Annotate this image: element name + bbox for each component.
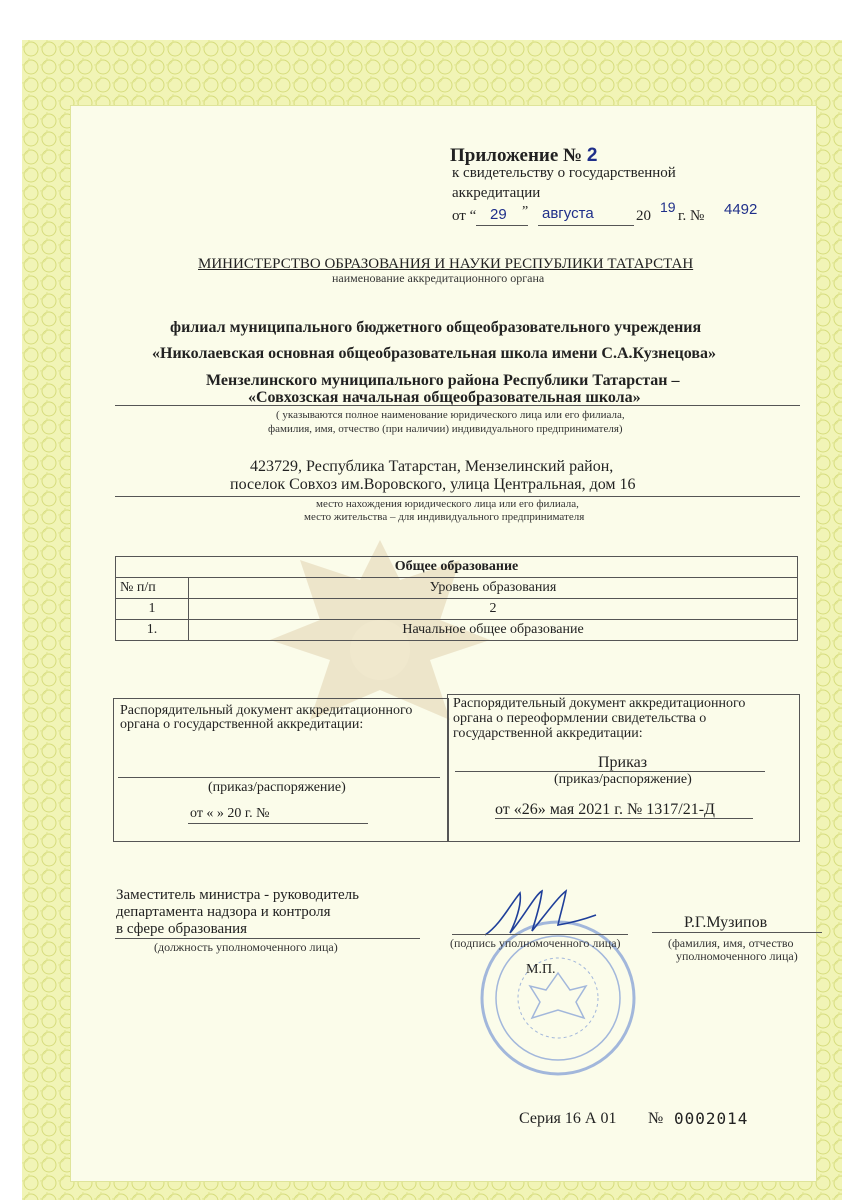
organization-line-1: филиал муниципального бюджетного общеобразовательного учреждения — [170, 319, 702, 336]
header-year-mark: г. № — [678, 208, 705, 224]
right-doc-title-1: Распорядительный документ аккредитационного — [453, 696, 746, 711]
header-line-1: к свидетельству о государственной — [452, 165, 676, 181]
header-line-2: аккредитации — [452, 185, 541, 201]
table-title: Общее образование — [116, 557, 798, 578]
left-doc-title-1: Распорядительный документ аккредитационного — [120, 703, 413, 718]
certificate-number: 4492 — [724, 201, 758, 218]
right-doc-date: от «26» мая 2021 г. № 1317/21-Д — [495, 801, 715, 818]
header-date-prefix: от “ — [452, 208, 477, 224]
header-day: 29 — [490, 206, 507, 223]
right-doc-title-2: органа о переоформлении свидетельства о — [453, 711, 707, 726]
signer-position-1: Заместитель министра - руководитель — [116, 887, 359, 903]
organization-line-4: «Совхозская начальная общеобразовательная школа» — [248, 389, 641, 406]
table-cell: 1 — [116, 599, 189, 620]
table-cell: 2 — [189, 599, 798, 620]
position-caption: (должность уполномоченного лица) — [154, 940, 338, 954]
column-header-number: № п/п — [116, 578, 189, 599]
organization-line-2: «Николаевская основная общеобразовательная школа имени С.А.Кузнецова» — [152, 345, 716, 362]
signer-name: Р.Г.Музипов — [684, 914, 768, 931]
appendix-title: Приложение № 2 — [450, 145, 598, 166]
column-header-level: Уровень образования — [189, 578, 798, 599]
table-row — [116, 599, 798, 620]
right-doc-type: Приказ — [598, 754, 648, 771]
organization-caption-1: ( указываются полное наименование юридического лица или его филиала, — [276, 409, 625, 421]
address-line-1: 423729, Республика Татарстан, Мензелинский район, — [250, 458, 614, 475]
authority-name: МИНИСТЕРСТВО ОБРАЗОВАНИЯ И НАУКИ РЕСПУБЛИКИ ТАТАРСТАН — [198, 256, 694, 272]
right-doc-title-3: государственной аккредитации: — [453, 726, 643, 741]
appendix-number: 2 — [586, 145, 598, 166]
header-year-suffix: 19 — [660, 199, 676, 215]
right-doc-caption: (приказ/распоряжение) — [554, 772, 692, 787]
address-line-2: поселок Совхоз им.Воровского, улица Центральная, дом 16 — [230, 476, 636, 493]
series-number: 0002014 — [674, 1109, 749, 1128]
header-day-close: ” — [522, 204, 529, 219]
table-row — [116, 620, 798, 641]
authority-caption: наименование аккредитационного органа — [332, 271, 545, 285]
education-table — [115, 556, 798, 641]
table-header-row — [116, 578, 798, 599]
organization-caption-2: фамилия, имя, отчество (при наличии) индивидуального предпринимателя) — [268, 423, 623, 435]
signer-position-2: департамента надзора и контроля — [116, 904, 331, 920]
signature-caption: (подпись уполномоченного лица) — [450, 936, 621, 950]
organization-line-3: Мензелинского муниципального района Республики Татарстан – — [206, 372, 680, 389]
header-month: августа — [542, 205, 594, 222]
seal-label: М.П. — [526, 962, 556, 977]
address-caption-1: место нахождения юридического лица или его филиала, — [316, 498, 579, 510]
name-caption-2: уполномоченного лица) — [676, 949, 798, 963]
address-caption-2: место жительства – для индивидуального предпринимателя — [304, 511, 585, 523]
signer-position-3: в сфере образования — [116, 921, 248, 937]
table-cell: 1. — [116, 620, 189, 641]
left-doc-title-2: органа о государственной аккредитации: — [120, 717, 364, 732]
header-year-prefix: 20 — [636, 208, 651, 224]
left-doc-caption: (приказ/распоряжение) — [208, 780, 346, 795]
name-caption-1: (фамилия, имя, отчество — [668, 936, 794, 950]
series-label: Серия 16 А 01 — [519, 1110, 617, 1127]
left-doc-date: от « » 20 г. № — [190, 806, 270, 821]
series-number-label: № — [648, 1110, 664, 1127]
table-cell: Начальное общее образование — [189, 620, 798, 641]
table-title-row — [116, 557, 798, 578]
